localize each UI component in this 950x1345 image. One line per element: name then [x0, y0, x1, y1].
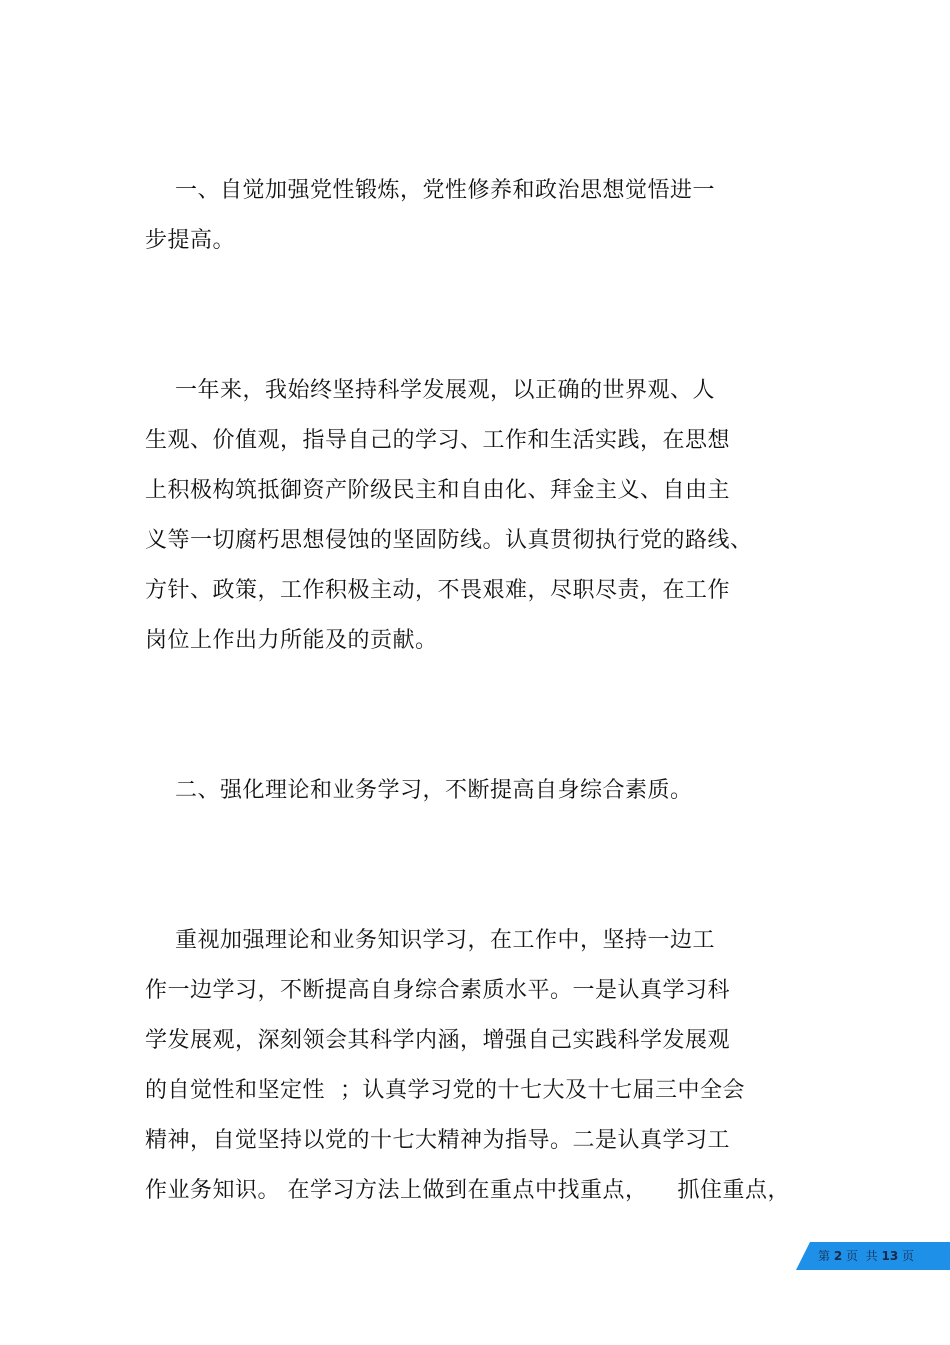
paragraph-2-line-4: 的自觉性和坚定性 ；认真学习党的十七大及十七届三中全会 — [145, 1078, 745, 1103]
page-indicator — [818, 1242, 914, 1270]
total-pages-number: 13 — [881, 1249, 899, 1263]
page-suffix: 页 — [902, 1249, 915, 1263]
page-number-badge — [796, 1242, 950, 1270]
paragraph-1-line-2: 生观、价值观，指导自己的学习、工作和生活实践，在思想 — [145, 428, 731, 453]
paragraph-2-line-6: 作业务知识。 在学习方法上做到在重点中找重点， 抓住重点， — [145, 1178, 790, 1203]
paragraph-1-line-3: 上积极构筑抵御资产阶级民主和自由化、拜金主义、自由主 — [145, 478, 731, 503]
paragraph-1-line-6: 岗位上作出力所能及的贡献。 — [145, 628, 438, 653]
heading-1-line-2: 步提高。 — [145, 228, 236, 253]
paragraph-2-line-1: 重视加强理论和业务知识学习，在工作中，坚持一边工 — [145, 928, 715, 953]
page-prefix: 第 — [818, 1249, 831, 1263]
paragraph-2-line-3: 学发展观，深刻领会其科学内涵，增强自己实践科学发展观 — [145, 1028, 731, 1053]
paragraph-1-line-5: 方针、政策，工作积极主动，不畏艰难，尽职尽责，在工作 — [145, 578, 731, 603]
paragraph-2-line-2: 作一边学习，不断提高自身综合素质水平。一是认真学习科 — [145, 978, 731, 1003]
paragraph-1-line-4: 义等一切腐朽思想侵蚀的坚固防线。认真贯彻执行党的路线、 — [145, 528, 753, 553]
current-page-number: 2 — [833, 1249, 843, 1263]
heading-1-line-1: 一、自觉加强党性锻炼，党性修养和政治思想觉悟进一 — [145, 178, 715, 203]
heading-2-line-1: 二、强化理论和业务学习，不断提高自身综合素质。 — [145, 778, 693, 803]
paragraph-1-line-1: 一年来，我始终坚持科学发展观，以正确的世界观、人 — [145, 378, 715, 403]
paragraph-2-line-5: 精神，自觉坚持以党的十七大精神为指导。二是认真学习工 — [145, 1128, 731, 1153]
page-middle-text: 页 共 — [846, 1249, 878, 1263]
